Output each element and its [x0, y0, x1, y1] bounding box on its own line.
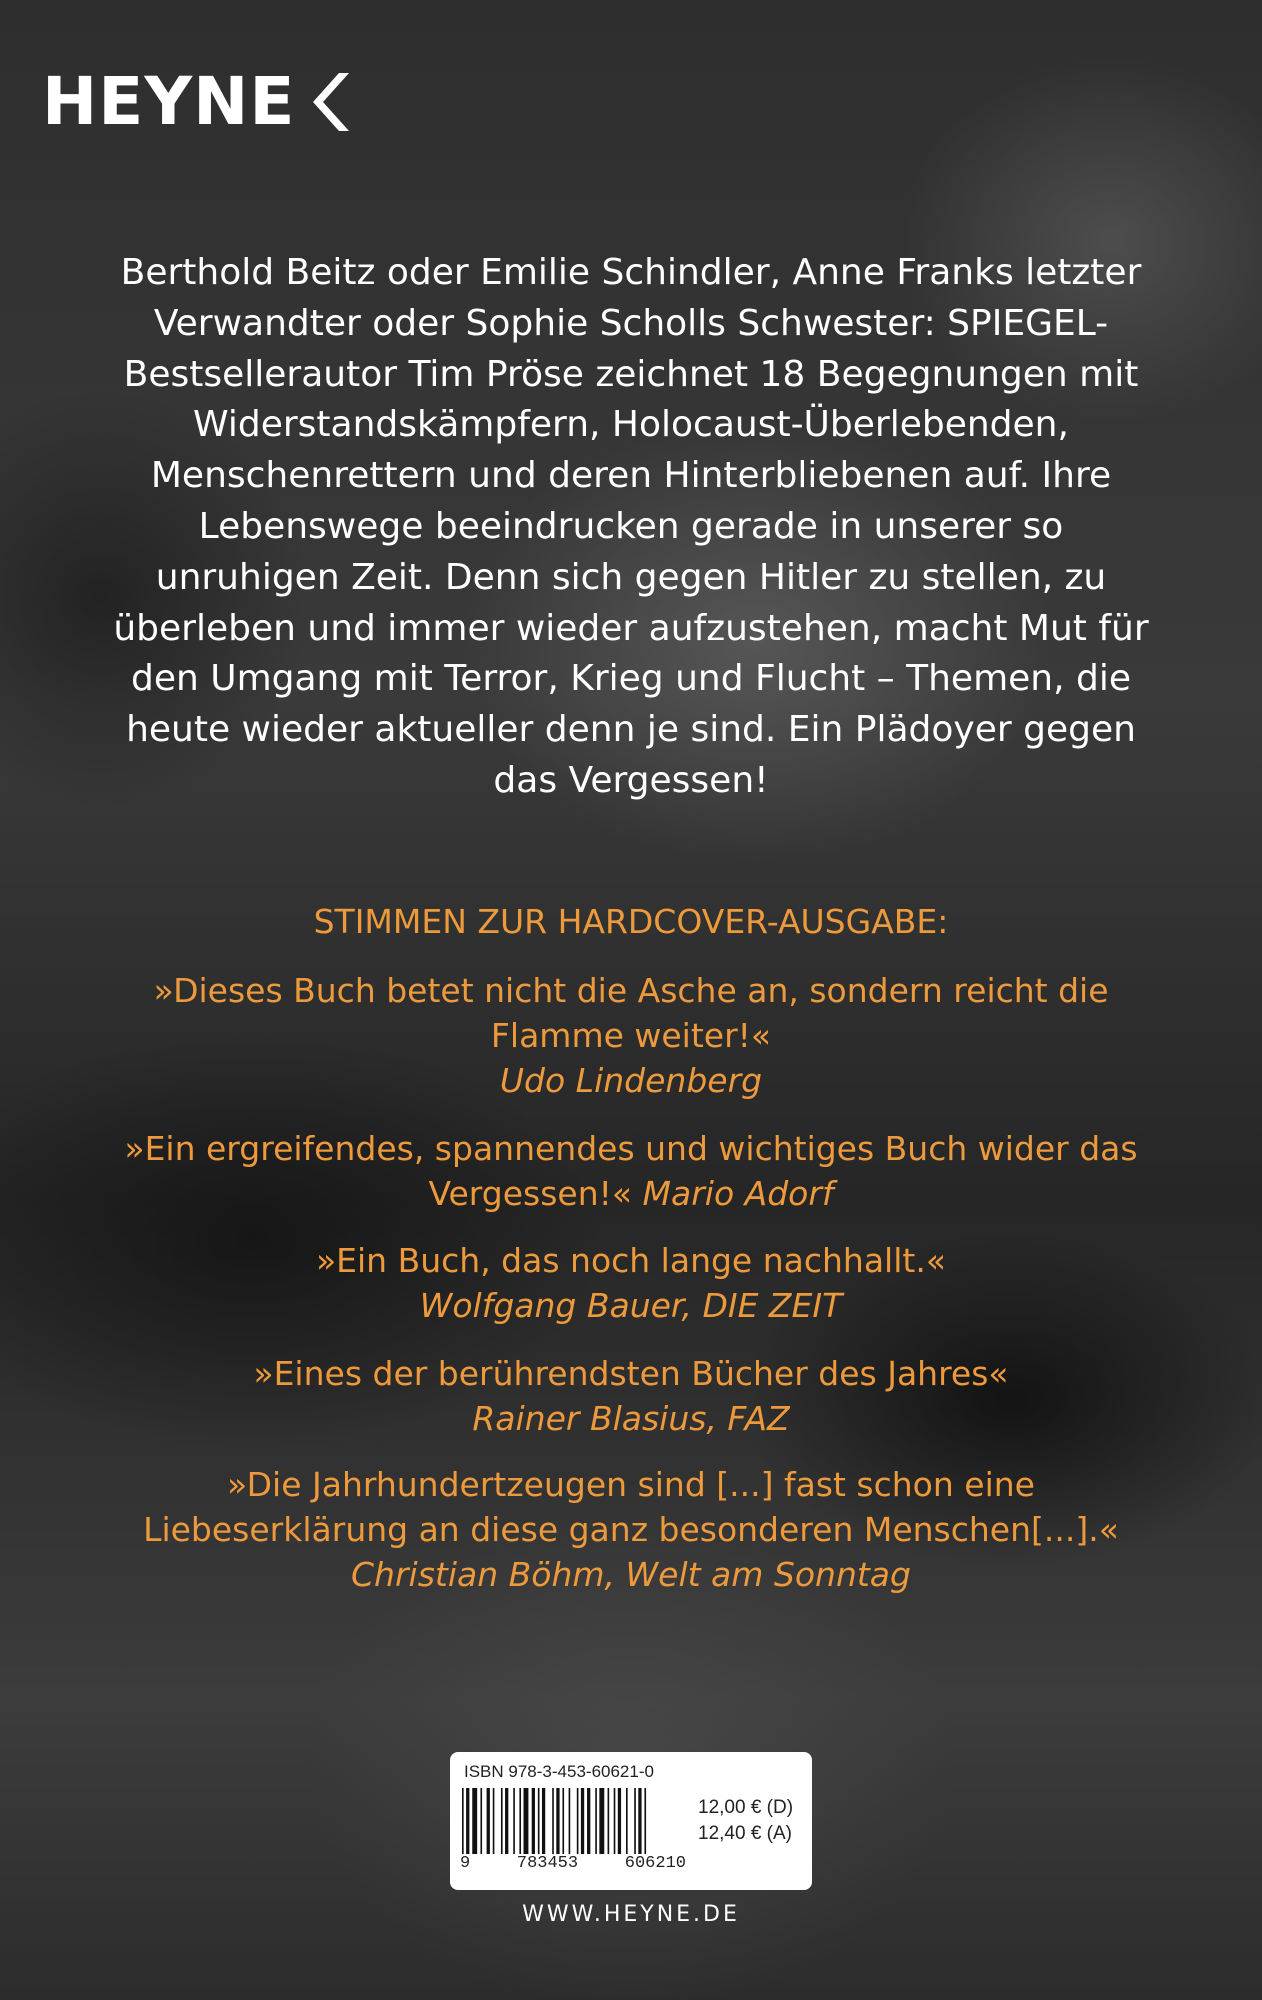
quote-text: »Eines der berührendsten Bücher des Jahres« — [253, 1354, 1009, 1393]
review-quote — [110, 1462, 1152, 1597]
barcode-digit-group: 783453 — [516, 1854, 579, 1873]
barcode-label — [450, 1752, 812, 1890]
chevron-left-logo-icon — [309, 71, 349, 133]
quote-text: »Ein Buch, das noch lange nachhallt.« — [315, 1241, 947, 1280]
review-quote — [110, 1238, 1152, 1328]
book-blurb: Berthold Beitz oder Emilie Schindler, Anne Franks letzter Verwandter oder Sophie Scholls Schwester: SPIEGEL-Bestsellerautor Tim Pröse zeichnet 18 Begegnungen mit Widerstandskämpfern, Holocaust-Überlebenden, Menschenrettern und deren Hinterbliebenen auf. Ihre Lebenswege beeindrucken gerade in unserer so unruhigen Zeit. Denn sich gegen Hitler zu stellen, zu überleben und immer wieder aufzustehen, macht Mut für den Umgang mit Terror, Krieg und Flucht – Themen, die heute wieder aktueller denn je sind. Ein Plädoyer gegen das Vergessen! — [113, 252, 1149, 801]
quote-text: »Die Jahrhundertzeugen sind [...] fast schon eine Liebeserklärung an diese ganz besonderen Menschen[...].« — [143, 1465, 1119, 1549]
review-quote — [110, 968, 1152, 1103]
quote-source: Christian Böhm, Welt am Sonntag — [351, 1555, 911, 1594]
quote-source: Rainer Blasius, FAZ — [472, 1399, 790, 1438]
barcode-icon — [460, 1788, 686, 1854]
review-quote — [110, 1351, 1152, 1441]
quote-text: »Dieses Buch betet nicht die Asche an, sondern reicht die Flamme weiter!« — [153, 971, 1109, 1055]
barcode-digit-group: 9 — [460, 1854, 471, 1873]
publisher-website: WWW.HEYNE.DE — [522, 1902, 740, 1927]
isbn-number: ISBN 978-3-453-60621-0 — [464, 1762, 654, 1781]
publisher-logo-text: HEYNE — [42, 63, 296, 140]
quote-source: Wolfgang Bauer, DIE ZEIT — [419, 1286, 843, 1325]
barcode-digit-group: 606210 — [624, 1854, 686, 1873]
barcode-digits — [460, 1854, 686, 1874]
publisher-logo — [42, 62, 349, 142]
review-quote — [110, 1126, 1152, 1216]
price-germany: 12,00 € (D) — [698, 1797, 794, 1818]
quote-source: Mario Adorf — [642, 1174, 834, 1213]
reviews-heading: STIMMEN ZUR HARDCOVER-AUSGABE: — [313, 902, 949, 941]
price-austria: 12,40 € (A) — [698, 1823, 792, 1844]
quote-text: »Ein ergreifendes, spannendes und wichtiges Buch wider das Vergessen!« — [124, 1129, 1138, 1213]
quote-source: Udo Lindenberg — [499, 1061, 763, 1100]
